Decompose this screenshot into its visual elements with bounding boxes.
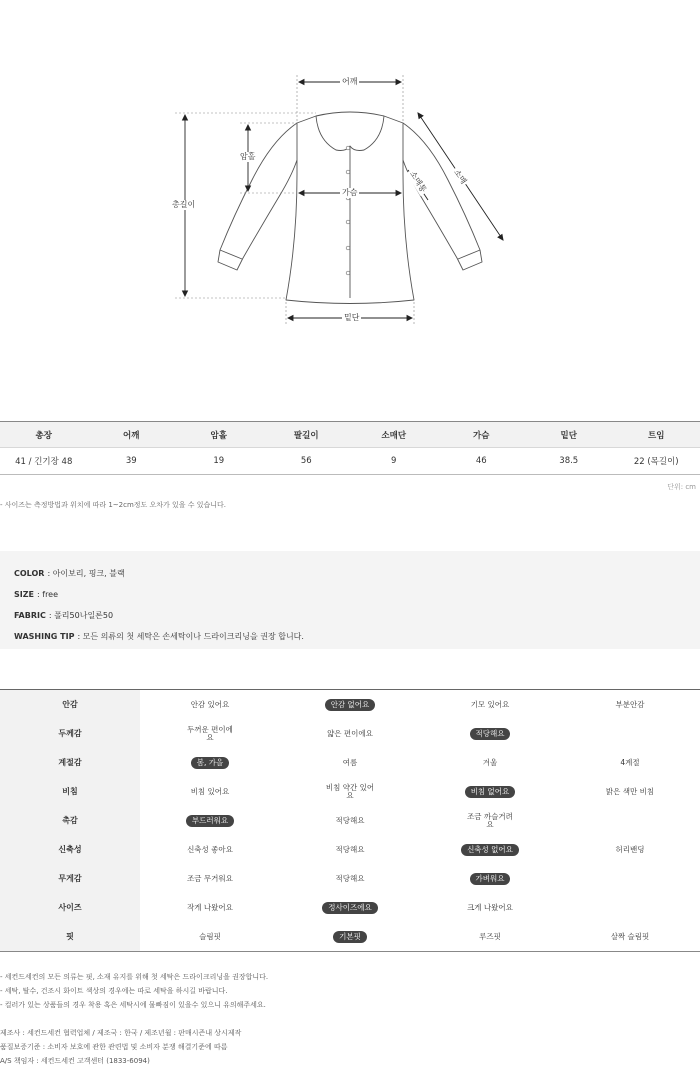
property-name: 무게감 bbox=[0, 864, 140, 893]
header-cell: 트임 bbox=[648, 430, 665, 441]
washing-line bbox=[14, 626, 686, 647]
property-row bbox=[0, 806, 700, 835]
property-option: 허리밴딩 bbox=[615, 844, 645, 854]
size-table-row bbox=[0, 448, 700, 474]
property-option-cell bbox=[140, 748, 280, 777]
property-row bbox=[0, 864, 700, 893]
property-option-selected: 신축성 없어요 bbox=[461, 844, 519, 856]
property-option: 적당해요 bbox=[335, 844, 365, 854]
property-option: 얇은 편이에요 bbox=[327, 728, 373, 738]
property-name: 핏 bbox=[0, 922, 140, 951]
property-option-cell bbox=[420, 864, 560, 893]
value-cell: 46 bbox=[475, 456, 487, 466]
property-option: 밝은 색만 비침 bbox=[605, 786, 655, 796]
property-option-cell bbox=[280, 690, 420, 719]
value-cell: 22 (목길이) bbox=[633, 457, 679, 467]
property-row bbox=[0, 893, 700, 922]
property-option: 루즈핏 bbox=[479, 931, 501, 941]
washing-value: : 모든 의류의 첫 세탁은 손세탁이나 드라이크리닝을 권장 합니다. bbox=[77, 632, 304, 641]
label-sleeve-opening: 소매통 bbox=[406, 168, 429, 196]
measurement-diagram bbox=[0, 0, 700, 420]
property-option: 안감 있어요 bbox=[190, 699, 230, 709]
product-info-panel bbox=[0, 551, 700, 649]
value-cell: 39 bbox=[125, 456, 137, 466]
property-option-cell bbox=[140, 922, 280, 951]
property-option-cell bbox=[560, 748, 700, 777]
property-name: 사이즈 bbox=[0, 893, 140, 922]
property-option: 적당해요 bbox=[335, 815, 365, 825]
value-cell: 56 bbox=[300, 456, 312, 466]
property-option-cell bbox=[420, 748, 560, 777]
header-cell: 어깨 bbox=[123, 430, 140, 441]
property-option-selected: 적당해요 bbox=[470, 728, 511, 740]
size-line bbox=[14, 584, 686, 605]
property-option-cell bbox=[420, 690, 560, 719]
property-option-cell bbox=[140, 690, 280, 719]
property-option: 신축성 좋아요 bbox=[187, 844, 233, 854]
property-option: 살짝 슬림핏 bbox=[610, 931, 650, 941]
property-option-cell bbox=[560, 893, 700, 922]
property-option-selected: 부드러워요 bbox=[186, 815, 234, 827]
unit-label: 단위: cm bbox=[667, 483, 696, 491]
label-hem: 밑단 bbox=[344, 313, 360, 322]
header-cell: 암홀 bbox=[210, 430, 227, 441]
note-line: - 컬러가 있는 상품들의 경우 착용 혹은 세탁시에 물빠짐이 있을수 있으니 유의해주세요. bbox=[0, 1001, 266, 1009]
property-row bbox=[0, 690, 700, 719]
property-option-cell bbox=[140, 806, 280, 835]
maker-line: 품질보증기준 : 소비자 보호에 관한 관련법 및 소비자 분쟁 해결기준에 따름 bbox=[0, 1043, 228, 1051]
property-name: 촉감 bbox=[0, 806, 140, 835]
size-table-header bbox=[0, 422, 700, 448]
property-option-cell bbox=[280, 719, 420, 748]
property-option-cell bbox=[420, 777, 560, 806]
property-option-cell bbox=[140, 864, 280, 893]
value-cell: 19 bbox=[213, 456, 225, 466]
color-line bbox=[14, 563, 686, 584]
property-option-cell bbox=[280, 835, 420, 864]
property-option-cell bbox=[140, 777, 280, 806]
value-cell: 41 / 긴기장 48 bbox=[15, 457, 73, 467]
property-option: 부분안감 bbox=[615, 699, 645, 709]
property-option-selected: 안감 없어요 bbox=[325, 699, 376, 711]
property-name: 계절감 bbox=[0, 748, 140, 777]
property-option: 기모 있어요 bbox=[470, 699, 510, 709]
color-value: : 아이보리, 핑크, 블랙 bbox=[47, 569, 125, 578]
property-option-cell bbox=[420, 835, 560, 864]
property-option-cell bbox=[560, 777, 700, 806]
label-sleeve: 소매 bbox=[450, 166, 469, 188]
value-cell: 9 bbox=[391, 456, 397, 466]
property-name: 안감 bbox=[0, 690, 140, 719]
property-option: 슬림핏 bbox=[199, 931, 221, 941]
note-line: - 세탁, 탈수, 건조시 화이트 색상의 경우에는 따로 세탁을 하시길 바랍니다. bbox=[0, 987, 228, 995]
label-armhole: 암홀 bbox=[240, 152, 256, 161]
property-option-selected: 정사이즈에요 bbox=[322, 902, 377, 914]
size-label: SIZE bbox=[14, 590, 35, 599]
header-cell: 밑단 bbox=[560, 430, 577, 441]
property-option-selected: 가벼워요 bbox=[470, 873, 511, 885]
property-option-cell bbox=[280, 864, 420, 893]
property-row bbox=[0, 777, 700, 806]
property-option-selected: 기본핏 bbox=[333, 931, 367, 943]
property-option-cell bbox=[280, 922, 420, 951]
value-cell: 38.5 bbox=[559, 456, 579, 466]
property-option-cell bbox=[420, 719, 560, 748]
property-option: 비침 있어요 bbox=[190, 786, 230, 796]
header-cell: 가슴 bbox=[473, 430, 490, 441]
properties-table bbox=[0, 689, 700, 952]
label-chest: 가슴 bbox=[342, 188, 358, 197]
maker-info bbox=[0, 1026, 241, 1068]
property-option-cell bbox=[280, 777, 420, 806]
size-value: : free bbox=[37, 590, 59, 599]
maker-line: A/S 책임자 : 세컨드세컨 고객센터 (1833-6094) bbox=[0, 1057, 150, 1065]
property-option: 겨울 bbox=[482, 757, 498, 767]
washing-label: WASHING TIP bbox=[14, 632, 75, 641]
property-option-cell bbox=[560, 864, 700, 893]
property-row bbox=[0, 835, 700, 864]
property-row bbox=[0, 922, 700, 951]
note-line: - 세컨드세컨의 모든 의류는 핏, 소재 유지를 위해 첫 세탁은 드라이크리닝을 권장합니다. bbox=[0, 973, 269, 981]
fabric-line bbox=[14, 605, 686, 626]
label-total-length: 총길이 bbox=[172, 200, 196, 209]
property-option-cell bbox=[420, 922, 560, 951]
header-cell: 팔길이 bbox=[293, 430, 319, 441]
label-shoulder: 어깨 bbox=[342, 77, 358, 86]
property-option-cell bbox=[140, 719, 280, 748]
property-option: 적당해요 bbox=[335, 873, 365, 883]
property-option-selected: 비침 없어요 bbox=[465, 786, 516, 798]
property-option: 조금 까슬거려요 bbox=[467, 811, 513, 829]
property-option-selected: 봄, 가을 bbox=[191, 757, 230, 769]
property-option: 조금 무거워요 bbox=[187, 873, 233, 883]
property-option: 비침 약간 있어요 bbox=[325, 782, 375, 800]
size-table bbox=[0, 421, 700, 475]
header-cell: 총장 bbox=[35, 430, 52, 441]
property-option: 크게 나왔어요 bbox=[467, 902, 513, 912]
property-option-cell bbox=[560, 922, 700, 951]
property-option-cell bbox=[280, 893, 420, 922]
care-notes bbox=[0, 970, 268, 1012]
property-option-cell bbox=[280, 806, 420, 835]
property-option: 작게 나왔어요 bbox=[187, 902, 233, 912]
property-row bbox=[0, 748, 700, 777]
maker-line: 제조사 : 세컨드세컨 협력업체 / 제조국 : 한국 / 제조년월 : 판매시즌내 상시제작 bbox=[0, 1029, 242, 1037]
color-label: COLOR bbox=[14, 569, 45, 578]
property-row bbox=[0, 719, 700, 748]
property-option: 4계절 bbox=[620, 757, 640, 767]
property-option-cell bbox=[420, 893, 560, 922]
property-option-cell bbox=[560, 719, 700, 748]
fabric-value: : 폴리50나일론50 bbox=[48, 611, 114, 620]
blouse-illustration bbox=[0, 0, 700, 420]
header-cell: 소매단 bbox=[381, 430, 407, 441]
property-option-cell bbox=[560, 806, 700, 835]
property-option-cell bbox=[140, 835, 280, 864]
property-name: 비침 bbox=[0, 777, 140, 806]
property-option: 두꺼운 편이에요 bbox=[187, 724, 233, 742]
property-option: 여름 bbox=[342, 757, 358, 767]
property-option-cell bbox=[280, 748, 420, 777]
property-option-cell bbox=[420, 806, 560, 835]
size-note: - 사이즈는 측정방법과 위치에 따라 1~2cm정도 오차가 있을 수 있습니다. bbox=[0, 501, 227, 509]
property-option-cell bbox=[560, 690, 700, 719]
property-option-cell bbox=[560, 835, 700, 864]
property-name: 두께감 bbox=[0, 719, 140, 748]
fabric-label: FABRIC bbox=[14, 611, 46, 620]
property-name: 신축성 bbox=[0, 835, 140, 864]
property-option-cell bbox=[140, 893, 280, 922]
